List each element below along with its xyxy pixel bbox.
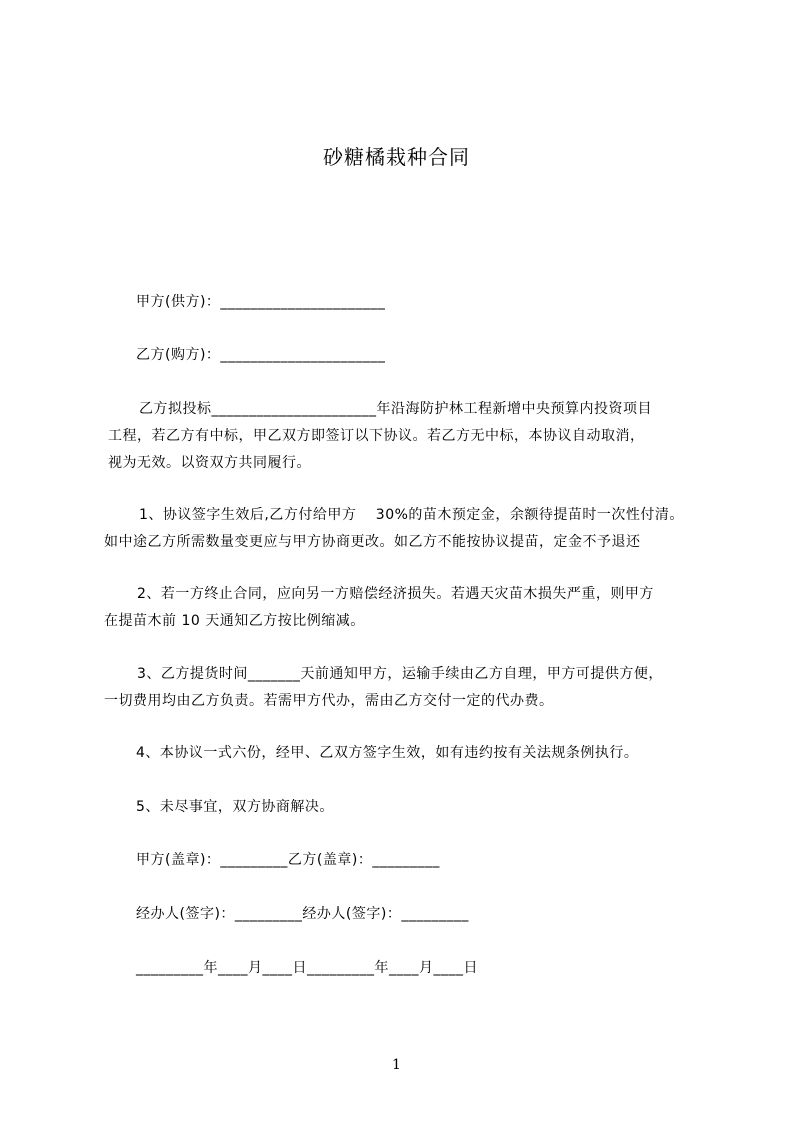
party-b-line: 乙方(购方)：______________________ xyxy=(136,347,386,363)
page-number: 1 xyxy=(392,1057,401,1073)
seal-line: 甲方(盖章)：_________乙方(盖章)：_________ xyxy=(136,852,440,868)
date-line: _________年____月____日_________年____月____日 xyxy=(136,960,478,976)
agent-signature-line: 经办人(签字)：_________经办人(签字)：_________ xyxy=(136,906,469,922)
clause-2-line-2: 在提苗木前 10 天通知乙方按比例缩减。 xyxy=(104,613,365,629)
clause-1-line-1: 1、协议签字生效后,乙方付给甲方 30%的苗木预定金，余额待提苗时一次性付清。 xyxy=(139,507,684,523)
clause-4: 4、本协议一式六份，经甲、乙双方签字生效，如有违约按有关法规条例执行。 xyxy=(136,745,639,761)
clause-1-line-2: 如中途乙方所需数量变更应与甲方协商更改。如乙方不能按协议提苗，定金不予退还 xyxy=(104,534,641,550)
clause-2-line-1: 2、若一方终止合同，应向另一方赔偿经济损失。若遇天灾苗木损失严重，则甲方 xyxy=(137,586,654,602)
clause-5: 5、未尽事宜，双方协商解决。 xyxy=(136,799,334,815)
intro-line-1: 乙方拟投标______________________年沿海防护林工程新增中央预算内投资项目 xyxy=(139,401,652,417)
party-a-line: 甲方(供方)：______________________ xyxy=(136,294,386,310)
clause-3-line-1: 3、乙方提货时间_______天前通知甲方，运输手续由乙方自理，甲方可提供方便， xyxy=(137,666,663,682)
clause-3-line-2: 一切费用均由乙方负责。若需甲方代办，需由乙方交付一定的代办费。 xyxy=(104,693,554,709)
document-title: 砂糖橘栽种合同 xyxy=(323,145,470,169)
intro-line-3: 视为无效。以资双方共同履行。 xyxy=(108,455,311,471)
intro-line-2: 工程，若乙方有中标，甲乙双方即签订以下协议。若乙方无中标，本协议自动取消， xyxy=(108,428,645,444)
